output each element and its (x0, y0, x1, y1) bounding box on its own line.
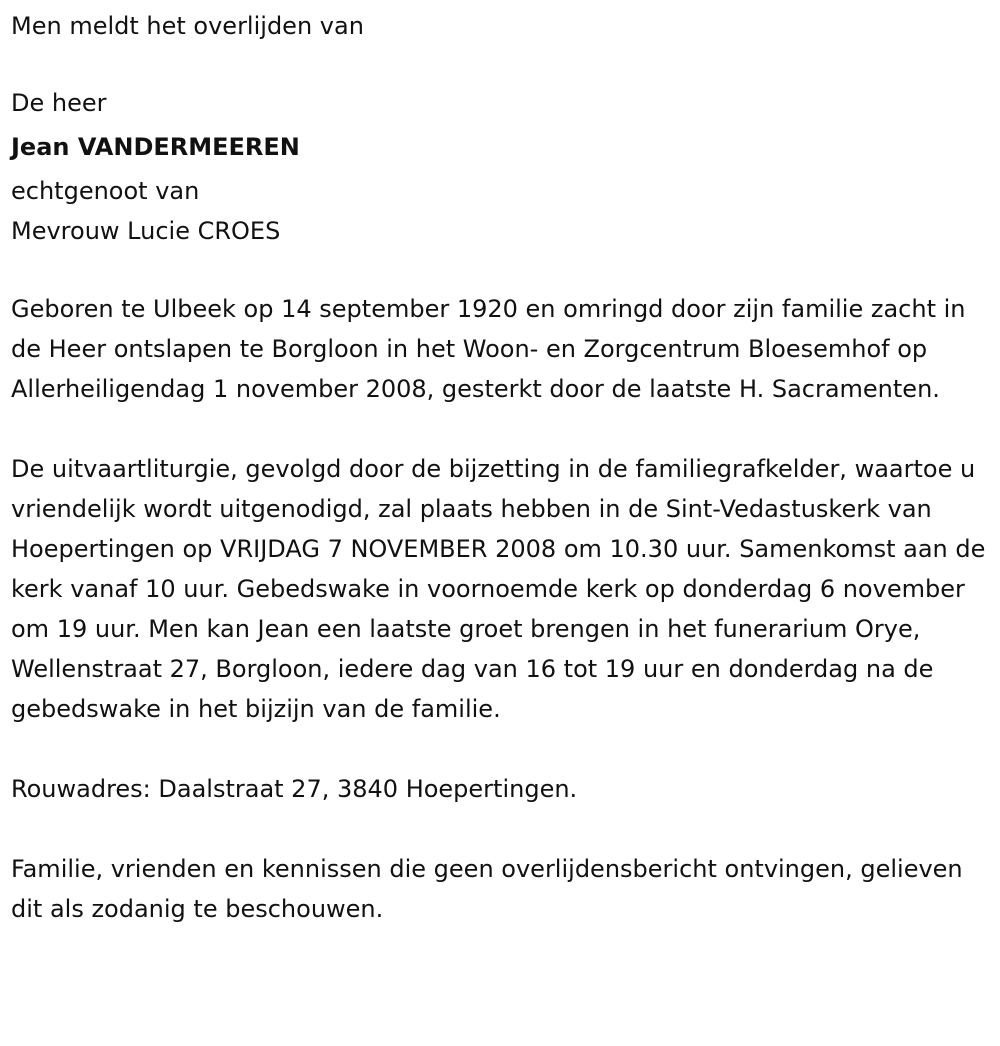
birth-death-paragraph: Geboren te Ulbeek op 14 september 1920 en omringd door zijn familie zacht in de Heer ontslapen te Borgloon in het Woon- en Zorgcentrum Bloesemhof op Allerheiligendag 1 november 2008, gesterkt door de laatste H. Sacramenten. (11, 295, 966, 403)
salutation: De heer (11, 89, 107, 117)
mourning-address: Rouwadres: Daalstraat 27, 3840 Hoepertingen. (11, 775, 578, 803)
relation-line: echtgenoot van (11, 177, 200, 205)
spouse-name: Mevrouw Lucie CROES (11, 217, 281, 245)
intro-line: Men meldt het overlijden van (11, 12, 364, 40)
funeral-paragraph: De uitvaartliturgie, gevolgd door de bijzetting in de familiegrafkelder, waartoe u vriendelijk wordt uitgenodigd, zal plaats hebben in de Sint-Vedastuskerk van Hoepertingen op VRIJDAG 7 NOVEMBER 2008 om 10.30 uur. Samenkomst aan de kerk vanaf 10 uur. Gebedswake in voornoemde kerk op donderdag 6 november om 19 uur. Men kan Jean een laatste groet brengen in het funerarium Orye, Wellenstraat 27, Borgloon, iedere dag van 16 tot 19 uur en donderdag na de gebedswake in het bijzijn van de familie. (11, 455, 986, 723)
deceased-name: Jean VANDERMEEREN (11, 133, 300, 161)
death-notice (11, 0, 991, 929)
closing-paragraph: Familie, vrienden en kennissen die geen overlijdensbericht ontvingen, gelieven dit als zodanig te beschouwen. (11, 855, 963, 923)
